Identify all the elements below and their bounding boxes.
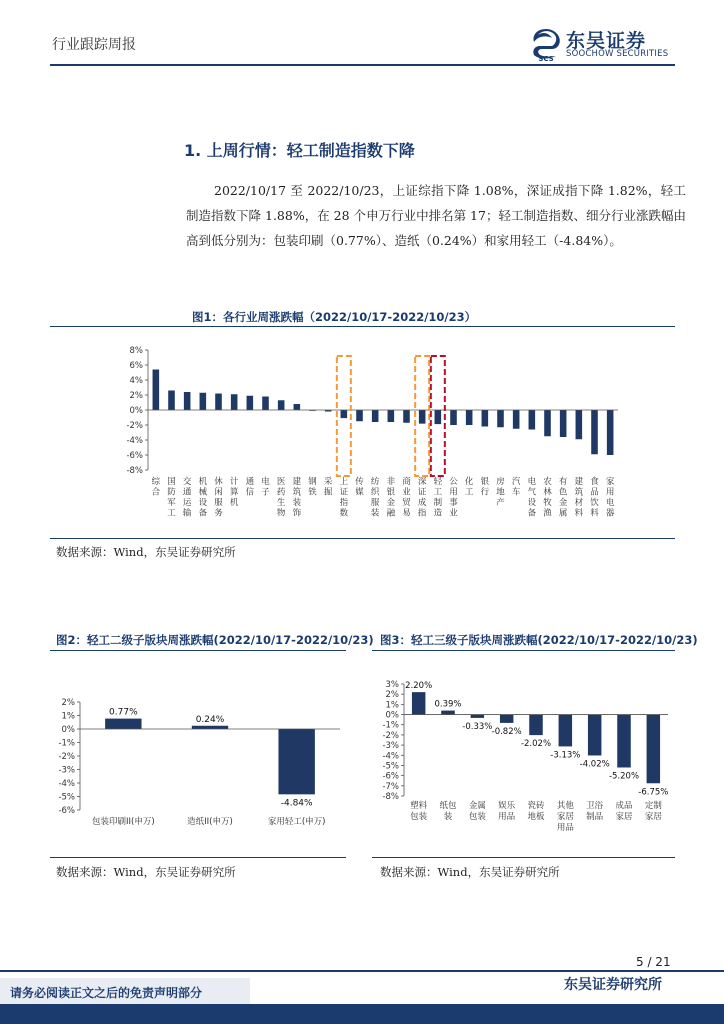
category-label: 商业贸易 xyxy=(402,477,411,519)
data-label: 0.39% xyxy=(434,699,462,710)
category-label: 农林牧渔 xyxy=(543,477,552,519)
footer-band xyxy=(0,1004,724,1024)
category-label: 深证成指 xyxy=(417,477,427,519)
y-tick-label: -4% xyxy=(382,751,399,762)
category-label: 包装印刷II(申万) xyxy=(92,817,155,827)
category-label: 纸包装 xyxy=(439,801,457,822)
figure3-bottom-rule xyxy=(372,857,675,858)
bar xyxy=(372,410,379,422)
data-label: -3.13% xyxy=(550,750,581,761)
category-label: 医药生物 xyxy=(276,477,286,519)
bar xyxy=(278,400,285,410)
y-tick-label: 6% xyxy=(129,361,143,371)
section-title: 1. 上周行情：轻工制造指数下降 xyxy=(184,141,415,160)
category-label: 家用轻工(申万) xyxy=(267,817,326,827)
y-tick-label: 2% xyxy=(61,698,75,708)
category-label: 轻工制造 xyxy=(433,477,443,519)
header-divider xyxy=(50,64,675,66)
category-label: 综合 xyxy=(151,477,161,498)
bar xyxy=(482,410,489,427)
bar xyxy=(560,410,567,437)
category-label: 其他家居用品 xyxy=(556,801,574,833)
bar xyxy=(153,370,160,411)
data-label: -4.02% xyxy=(579,759,610,770)
y-tick-label: -6% xyxy=(382,771,399,782)
category-label: 休闲服务 xyxy=(214,477,223,519)
bar xyxy=(278,729,314,794)
data-label: -5.20% xyxy=(608,771,640,782)
chart-level2-subsector xyxy=(50,690,346,840)
y-tick-label: -1% xyxy=(382,720,399,731)
bar xyxy=(544,410,551,436)
brand-name-en: SOOCHOW SECURITIES xyxy=(566,49,669,59)
bar xyxy=(617,715,630,768)
category-label: 金属包装 xyxy=(468,801,486,822)
category-label: 娱乐用品 xyxy=(498,801,516,822)
category-label: 食品饮料 xyxy=(590,477,599,519)
category-label: 电气设备 xyxy=(527,477,537,519)
footer-disclaimer: 请务必阅读正文之后的免责声明部分 xyxy=(0,978,250,1004)
data-label: -0.82% xyxy=(491,726,522,737)
brand-name-cn: 东吴证券 xyxy=(566,30,647,52)
bar xyxy=(356,410,363,421)
y-tick-label: 1% xyxy=(61,711,75,722)
svg-text:SCS: SCS xyxy=(538,55,554,62)
footer-org: 东吴证券研究所 xyxy=(564,977,662,993)
category-label: 钢铁 xyxy=(308,477,317,498)
y-tick-label: 4% xyxy=(129,376,143,386)
bar xyxy=(435,410,442,424)
bar xyxy=(471,715,484,718)
y-tick-label: 3% xyxy=(385,680,399,690)
y-tick-label: -3% xyxy=(382,741,399,752)
bar xyxy=(497,410,504,427)
data-label: 0.24% xyxy=(195,714,225,725)
data-label: -4.84% xyxy=(280,798,313,809)
y-tick-label: -4% xyxy=(126,436,143,446)
section-paragraph: 2022/10/17 至 2022/10/23，上证综指下降 1.08%，深证成指下降 1.82%，轻工制造指数下降 1.88%，在 28 个申万行业中排名第 17；轻工制造指数、细分行业涨跌幅由高到低分别为：包装印刷（0.77%）、造纸（0.24%）和家用轻工（-4.84%）。 xyxy=(186,183,686,248)
figure2-title: 图2：轻工二级子版块周涨跌幅(2022/10/17-2022/10/23) xyxy=(56,633,374,647)
category-label: 采掘 xyxy=(323,477,333,498)
category-label: 塑料包装 xyxy=(410,801,428,822)
bar xyxy=(450,410,457,425)
y-tick-label: -4% xyxy=(58,779,75,789)
y-tick-label: -8% xyxy=(126,466,143,476)
category-label: 机械设备 xyxy=(198,477,208,519)
footer-divider xyxy=(0,970,724,972)
bar xyxy=(294,404,301,410)
data-label: -2.02% xyxy=(520,739,552,750)
data-label: 2.20% xyxy=(405,681,433,692)
y-tick-label: -7% xyxy=(382,781,399,792)
bar xyxy=(262,397,269,411)
bar xyxy=(559,715,572,747)
category-label: 银行 xyxy=(480,477,490,498)
brand-logo xyxy=(528,26,678,62)
bar xyxy=(388,410,395,422)
bar xyxy=(588,715,601,756)
chart-industry-weekly-change xyxy=(120,338,620,538)
y-tick-label: -2% xyxy=(58,752,75,762)
bar xyxy=(647,715,660,784)
y-tick-label: -8% xyxy=(382,792,399,802)
category-label: 电子 xyxy=(261,477,270,498)
y-tick-label: 0% xyxy=(129,406,143,416)
y-tick-label: -2% xyxy=(126,421,143,431)
y-tick-label: 0% xyxy=(385,710,399,721)
bar xyxy=(529,715,542,736)
bar xyxy=(500,715,513,723)
figure2-source: 数据来源：Wind，东吴证券研究所 xyxy=(56,865,236,879)
bar xyxy=(403,410,410,423)
soochow-logo-icon xyxy=(528,26,564,62)
y-tick-label: -1% xyxy=(58,738,75,749)
category-label: 建筑材料 xyxy=(574,477,584,519)
category-label: 上证指数 xyxy=(339,477,349,519)
category-label: 瓷砖地板 xyxy=(527,801,545,822)
bar xyxy=(231,394,238,410)
category-label: 国防军工 xyxy=(167,477,176,519)
category-label: 纺织服装 xyxy=(370,477,380,519)
bar xyxy=(105,719,141,729)
bar xyxy=(466,410,473,425)
bar xyxy=(247,396,254,410)
y-tick-label: 2% xyxy=(129,391,143,401)
y-tick-label: 1% xyxy=(385,700,399,711)
bar xyxy=(200,393,207,410)
bar xyxy=(607,410,614,455)
page-number: 5 / 21 xyxy=(636,955,671,969)
figure1-top-rule xyxy=(50,326,675,327)
y-tick-label: -5% xyxy=(58,792,75,803)
category-label: 成品家居 xyxy=(615,801,633,822)
category-label: 卫浴制品 xyxy=(586,801,604,822)
bar xyxy=(192,726,228,729)
category-label: 房地产 xyxy=(496,477,505,508)
report-type-label: 行业跟踪周报 xyxy=(52,37,136,53)
data-label: 0.77% xyxy=(109,707,138,718)
figure3-top-rule xyxy=(372,650,675,651)
category-label: 交通运输 xyxy=(182,477,192,519)
figure2-bottom-rule xyxy=(50,857,346,858)
figure1-title: 图1：各行业周涨跌幅（2022/10/17-2022/10/23） xyxy=(192,310,477,324)
category-label: 公用事业 xyxy=(449,477,458,519)
bar xyxy=(576,410,583,439)
y-tick-label: 2% xyxy=(385,690,399,701)
y-tick-label: -6% xyxy=(58,806,75,816)
bar xyxy=(529,410,536,430)
figure3-source: 数据来源：Wind，东吴证券研究所 xyxy=(380,865,560,879)
y-tick-label: -5% xyxy=(382,761,399,772)
data-label: -0.33% xyxy=(462,721,493,732)
category-label: 定制家居 xyxy=(644,801,662,822)
category-label: 造纸II(申万) xyxy=(187,817,233,827)
category-label: 有色金属 xyxy=(558,477,568,519)
bar xyxy=(215,394,222,411)
bar xyxy=(184,392,191,410)
bar xyxy=(591,410,598,454)
figure3-title: 图3：轻工三级子版块周涨跌幅(2022/10/17-2022/10/23) xyxy=(380,633,698,647)
chart-level3-subsector xyxy=(372,674,672,834)
category-label: 非银金融 xyxy=(386,477,396,519)
bar xyxy=(168,391,175,411)
y-tick-label: -6% xyxy=(126,451,143,461)
bar xyxy=(412,692,425,714)
y-tick-label: 0% xyxy=(61,725,75,735)
category-label: 传媒 xyxy=(355,477,364,498)
category-label: 家用电器 xyxy=(605,477,615,519)
y-tick-label: 8% xyxy=(129,346,143,356)
figure1-source: 数据来源：Wind，东吴证券研究所 xyxy=(56,545,236,559)
figure2-top-rule xyxy=(50,650,346,651)
bar xyxy=(341,410,348,418)
category-label: 通信 xyxy=(245,477,255,498)
y-tick-label: -3% xyxy=(58,765,75,776)
category-label: 化工 xyxy=(464,477,474,498)
figure1-bottom-rule xyxy=(50,538,675,539)
category-label: 汽车 xyxy=(511,477,521,498)
y-tick-label: -2% xyxy=(382,730,399,741)
bar xyxy=(441,711,454,715)
bar xyxy=(513,410,520,429)
category-label: 计算机 xyxy=(229,477,239,508)
data-label: -6.75% xyxy=(638,787,669,798)
category-label: 建筑装饰 xyxy=(292,477,302,519)
bar xyxy=(419,410,426,424)
